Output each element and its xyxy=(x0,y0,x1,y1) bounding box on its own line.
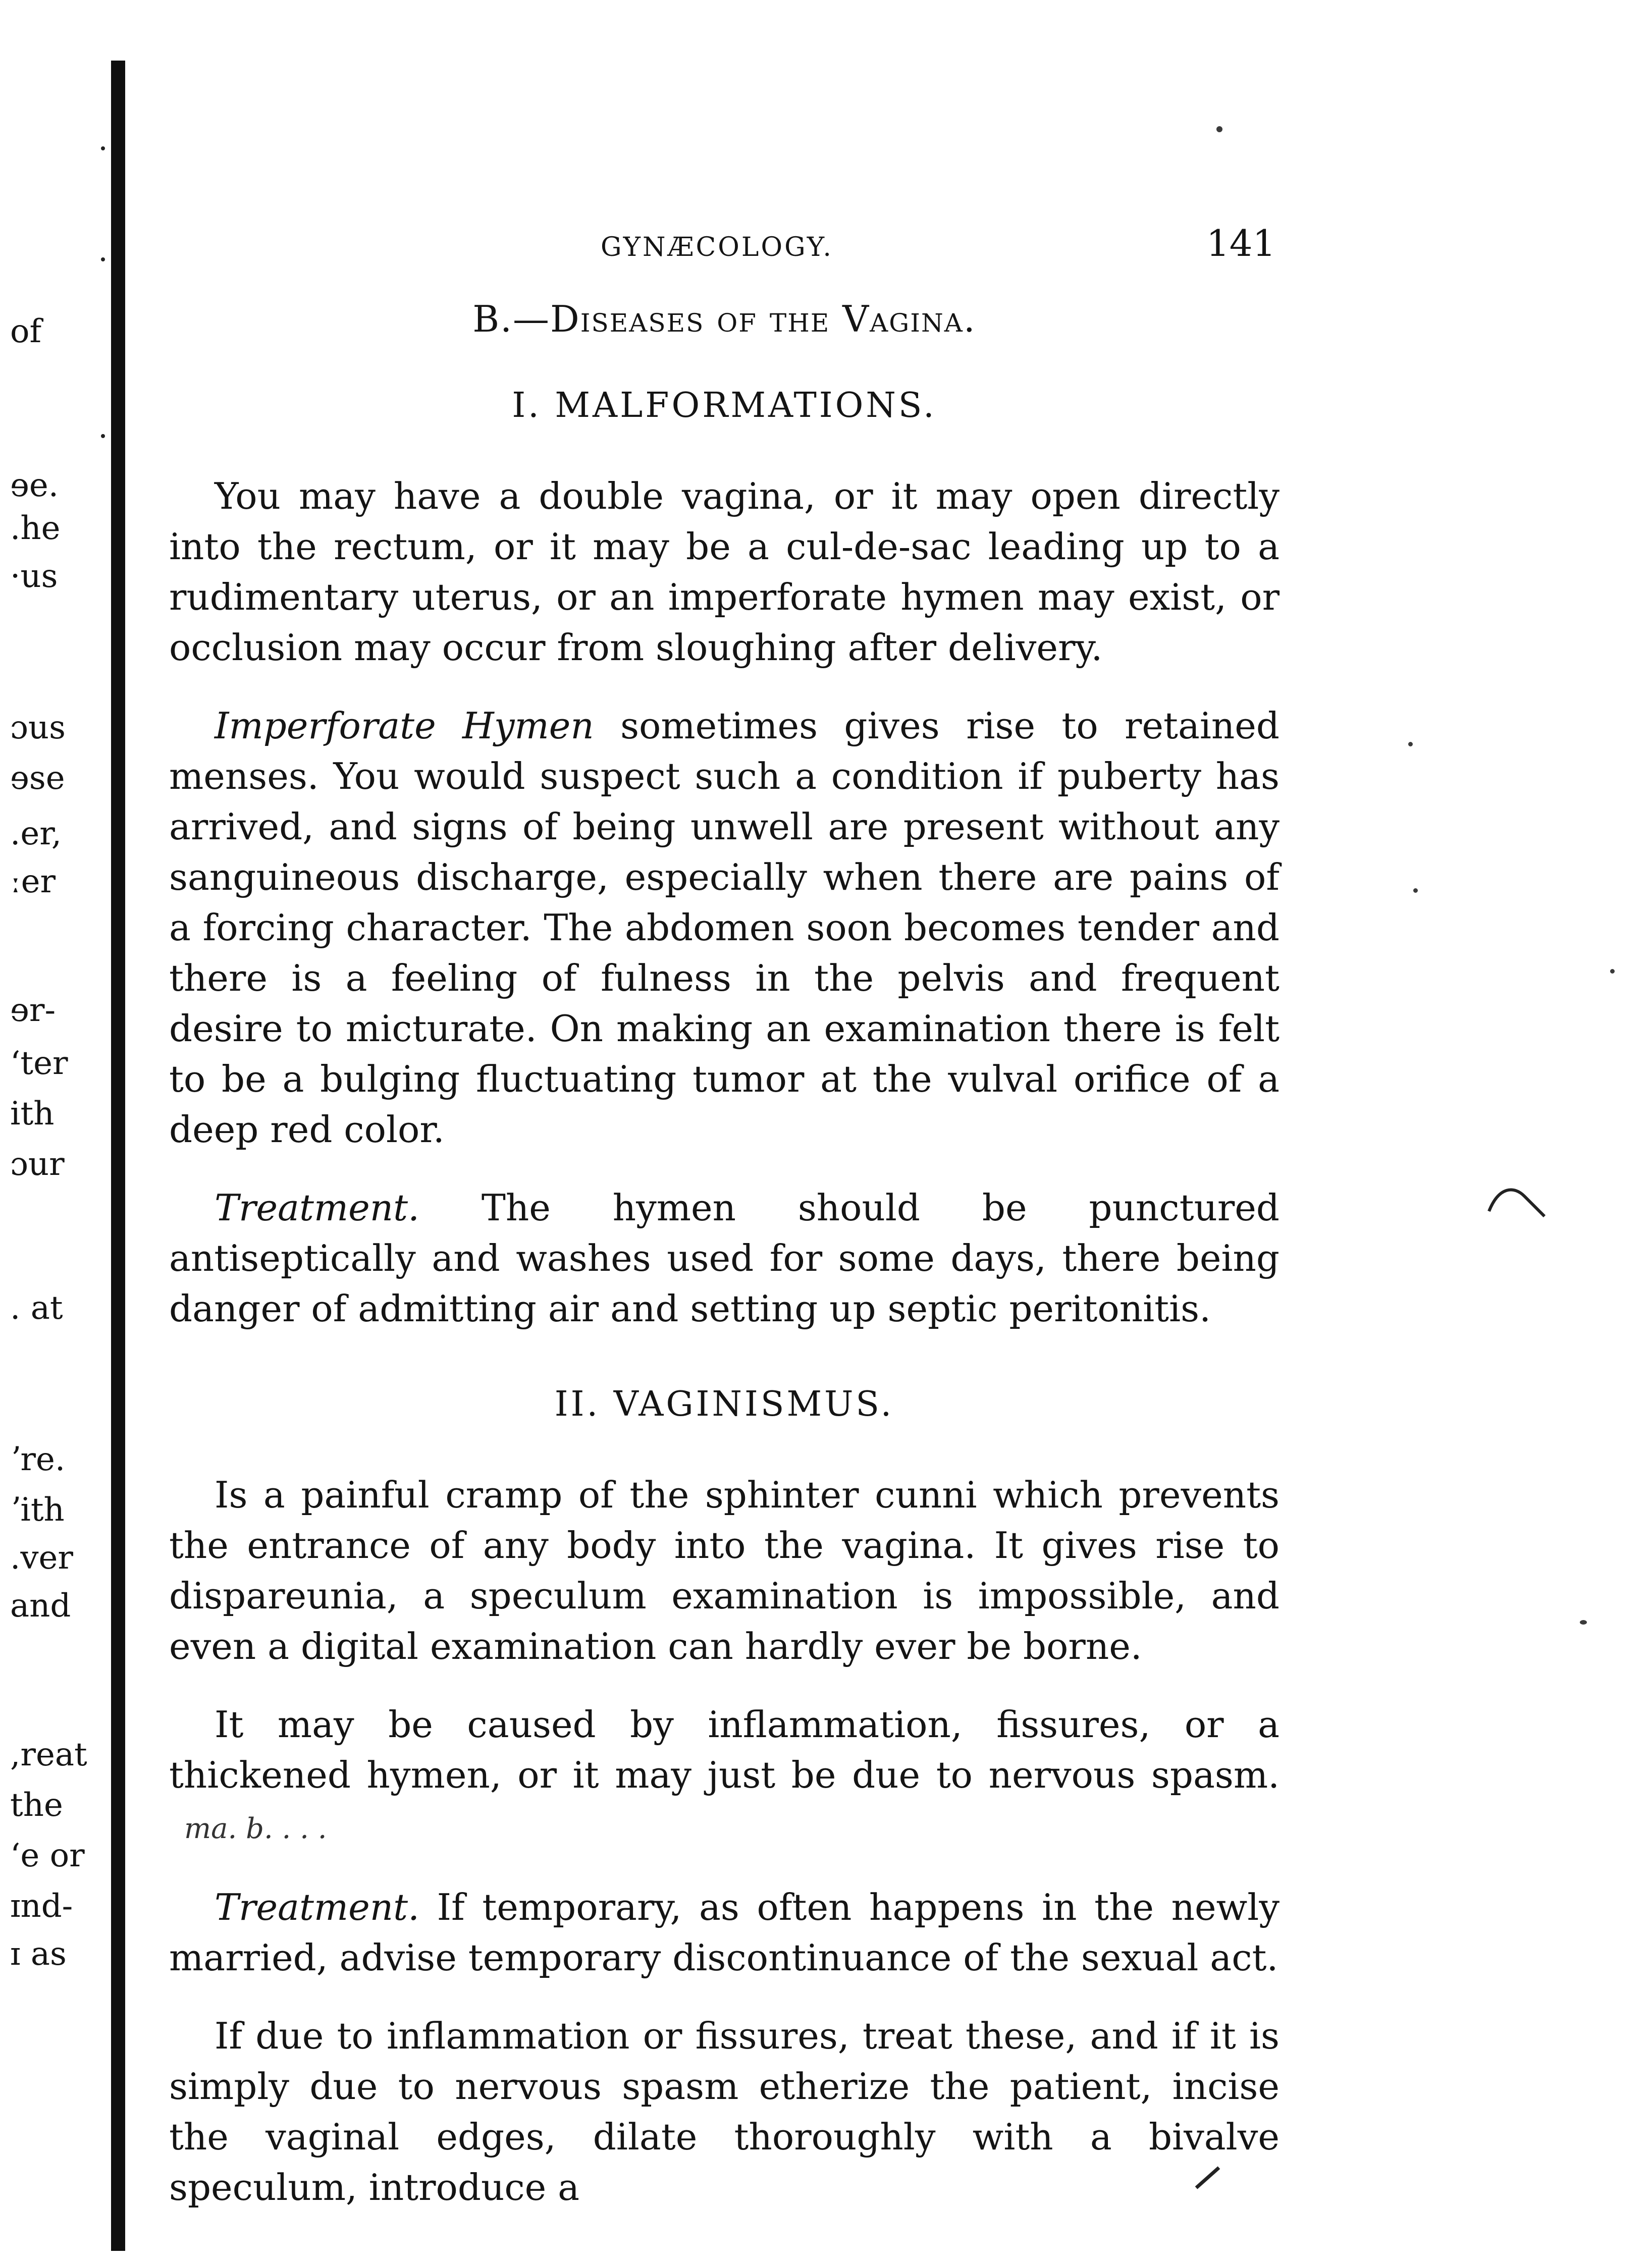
left-page-fragments xyxy=(0,0,106,2263)
margin-fragment: of xyxy=(10,313,42,350)
run-in-heading: Treatment. xyxy=(215,1187,419,1229)
margin-fragment: and xyxy=(10,1587,71,1625)
paragraph-text: sometimes gives rise to retained menses. You would suspect such a condition if puberty has arrived, and signs of being unwell are present without any sanguineous discharge, especially when there are pains of a forcing character. The abdomen soon becomes tender and there is a feeling of fulness in the pelvis and frequent desire to micturate. On making an examination there is felt to be a bulging fluctuating tumor at the vulval orifice of a deep red color. xyxy=(169,705,1280,1151)
margin-fragment: ,reat xyxy=(10,1736,87,1773)
margin-fragment: ith xyxy=(10,1095,55,1133)
scan-speck xyxy=(1580,1620,1587,1625)
page-body xyxy=(169,298,1280,2240)
handwritten-note: ma. b. . . . xyxy=(184,1812,327,1845)
scan-speck xyxy=(1413,888,1418,893)
scan-speck xyxy=(1610,969,1615,974)
paragraph xyxy=(169,1470,1280,1672)
section-title: B.—Diseases of the Vagina. xyxy=(472,298,976,340)
paragraph xyxy=(169,701,1280,1155)
heading-malformations: I. MALFORMATIONS. xyxy=(512,386,937,425)
paragraph-text: You may have a double vagina, or it may open directly into the rectum, or it may be a cul-de-sac leading up to a rudimentary uterus, or an imperforate hymen may exist, or occlusion may occur from sloughing after delivery. xyxy=(169,475,1280,669)
pencil-hook-mark xyxy=(1479,1176,1555,1231)
paragraph xyxy=(169,471,1280,673)
gutter-shadow xyxy=(111,61,125,2251)
paragraph xyxy=(169,1699,1280,1854)
paragraph-text: If temporary, as often happens in the newly married, advise temporary discontinuance of the sexual act. xyxy=(169,1886,1280,1979)
margin-fragment: the xyxy=(10,1787,63,1824)
paragraph xyxy=(169,1182,1280,1334)
margin-fragment: .he xyxy=(10,510,61,547)
paragraph-text: It may be caused by inflammation, fissures, or a thickened hymen, or it may just be due to nervous spasm. xyxy=(169,1703,1280,1796)
pencil-tick-mark xyxy=(1191,2160,1227,2195)
paragraph xyxy=(169,1882,1280,1983)
scan-speck xyxy=(1216,126,1222,132)
paragraph-text: The hymen should be punctured antiseptically and washes used for some days, there being danger of admitting air and setting up septic peritonitis. xyxy=(169,1187,1280,1330)
margin-fragment: ʼre. xyxy=(10,1441,66,1478)
margin-fragment: ɘse xyxy=(10,760,65,797)
margin-fragment: ɘe. xyxy=(10,467,59,504)
paragraph-text: If due to inflammation or fissures, treat these, and if it is simply due to nervous spasm etherize the patient, incise the vaginal edges, dilate thoroughly with a bivalve speculum, introduce a xyxy=(169,2015,1280,2208)
paragraph xyxy=(169,2011,1280,2213)
margin-fragment: .er, xyxy=(10,815,62,852)
margin-fragment: ɘr- xyxy=(10,992,56,1029)
margin-fragment: ʼith xyxy=(10,1491,65,1529)
margin-fragment: ʻe or xyxy=(10,1837,85,1874)
margin-fragment: ɪ as xyxy=(10,1935,67,1973)
heading-vaginismus: II. VAGINISMUS. xyxy=(554,1384,894,1424)
margin-fragment: ɪnd- xyxy=(10,1888,73,1925)
run-in-heading: Treatment. xyxy=(215,1886,419,1928)
margin-fragment: ːer xyxy=(10,863,56,900)
margin-fragment: ɔus xyxy=(10,709,66,746)
margin-fragment: ɔur xyxy=(10,1146,65,1183)
run-in-heading: Imperforate Hymen xyxy=(215,705,594,747)
margin-fragment: .ver xyxy=(10,1539,73,1577)
running-title: GYNÆCOLOGY. xyxy=(601,232,833,262)
scan-speck xyxy=(1408,742,1413,746)
margin-fragment: . at xyxy=(10,1289,63,1327)
margin-fragment: ʻter xyxy=(10,1045,68,1082)
page-number: 141 xyxy=(1206,222,1276,264)
paragraph-text: Is a painful cramp of the sphinter cunni which prevents the entrance of any body into the vagina. It gives rise to dispareunia, a speculum examination is impossible, and even a digital examination can hardly ever be borne. xyxy=(169,1474,1280,1667)
margin-fragment: ·us xyxy=(10,558,58,595)
